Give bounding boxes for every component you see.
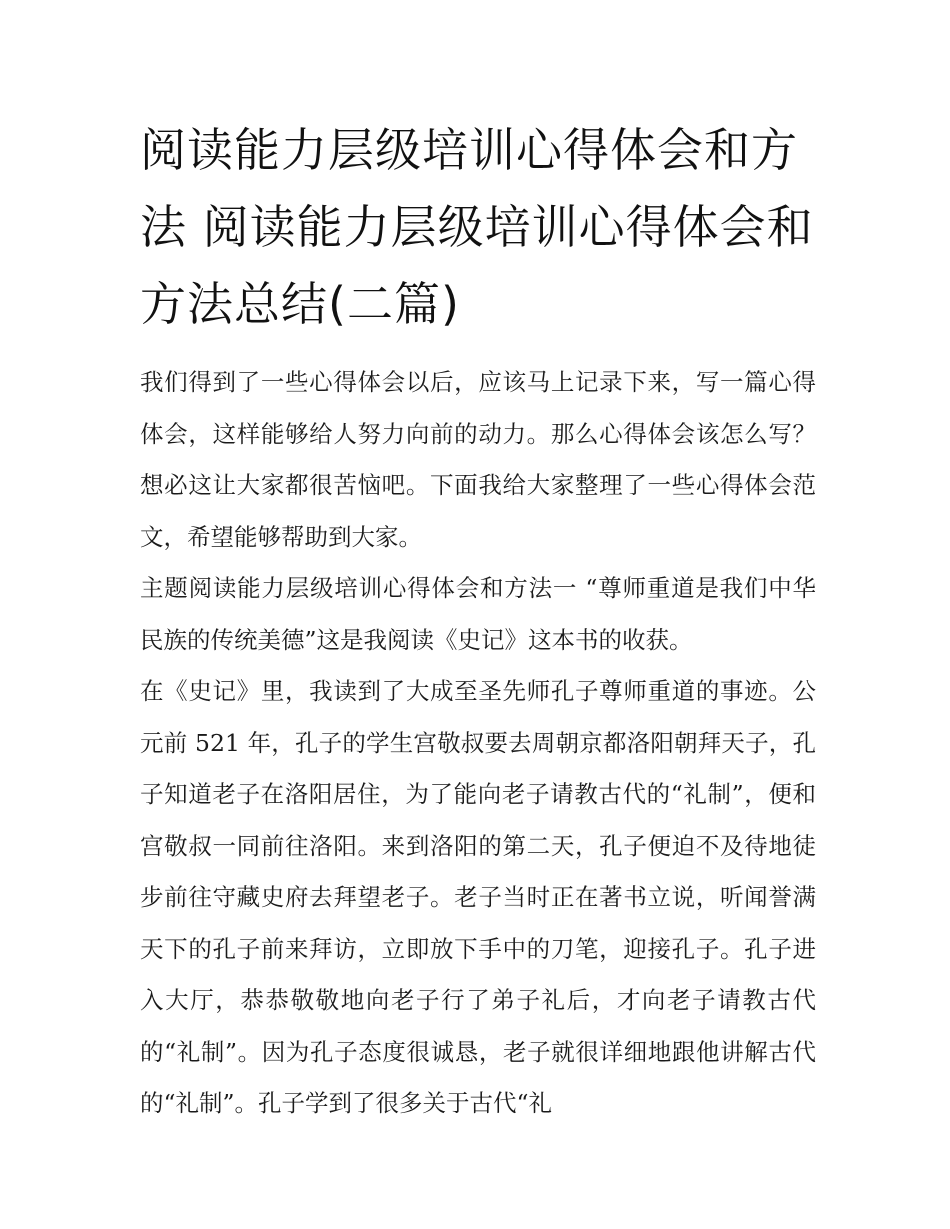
paragraph-theme: 主题阅读能力层级培训心得体会和方法一 “尊师重道是我们中华民族的传统美德”这是我阅读《史记》这本书的收获。 — [140, 574, 816, 654]
document-page — [140, 112, 816, 1130]
document-body — [140, 357, 816, 1130]
document-title: 阅读能力层级培训心得体会和方法 阅读能力层级培训心得体会和方法总结(二篇) — [140, 123, 814, 331]
paragraph-intro: 我们得到了一些心得体会以后，应该马上记录下来，写一篇心得体会，这样能够给人努力向前的动力。那么心得体会该怎么写？想必这让大家都很苦恼吧。下面我给大家整理了一些心得体会范文，希望能够帮助到大家。 — [140, 368, 816, 551]
paragraph-shiji-story: 在《史记》里，我读到了大成至圣先师孔子尊师重道的事迹。公元前 521 年，孔子的学生宫敬叔要去周朝京都洛阳朝拜天子，孔子知道老子在洛阳居住，为了能向老子请教古代的“礼制”，便和宫敬叔一同前往洛阳。来到洛阳的第二天，孔子便迫不及待地徒步前往守藏史府去拜望老子。老子当时正在著书立说，听闻誉满天下的孔子前来拜访，立即放下手中的刀笔，迎接孔子。孔子进入大厅，恭恭敬敬地向老子行了弟子礼后，才向老子请教古代的“礼制”。因为孔子态度很诚恳，老子就很详细地跟他讲解古代的“礼制”。孔子学到了很多关于古代“礼 — [140, 677, 816, 1117]
